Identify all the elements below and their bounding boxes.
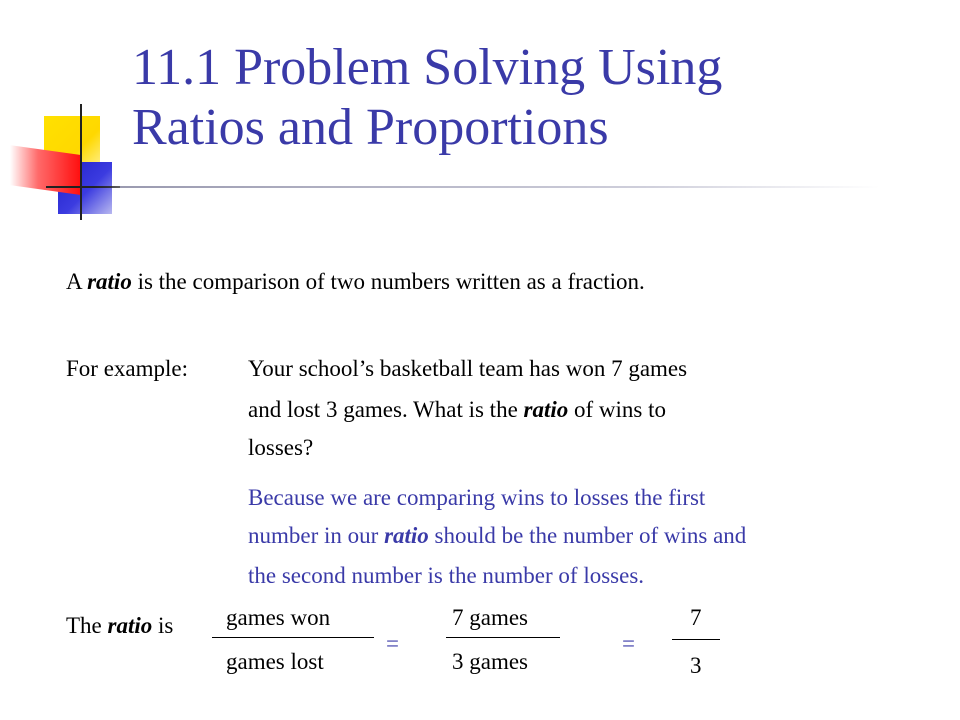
equals-sign-1: = — [386, 631, 399, 656]
definition-term: ratio — [87, 269, 132, 294]
explanation-line-2 — [248, 520, 746, 552]
definition-text — [66, 266, 645, 298]
result-label-term: ratio — [107, 613, 153, 638]
fraction-3-numerator: 7 — [690, 605, 702, 630]
result-label-a: The — [66, 613, 108, 638]
equals-sign-2: = — [622, 631, 635, 656]
slide-title — [132, 38, 932, 158]
result-label — [66, 610, 173, 642]
definition-rest: is the comparison of two numbers written as a fraction. — [131, 269, 645, 294]
title-line-1: 11.1 Problem Solving Using — [132, 39, 723, 96]
fraction-2-numerator: 7 games — [452, 605, 529, 630]
fraction-1-denominator: games lost — [226, 649, 324, 674]
example-line-1: Your school’s basketball team has won 7 games — [248, 356, 688, 381]
fraction-3-denominator: 3 — [690, 653, 702, 678]
decor-vertical-line — [80, 104, 82, 220]
title-underline — [120, 186, 880, 188]
explanation-line-2-a: number in our — [248, 523, 385, 548]
explanation-line-1: Because we are comparing wins to losses the first — [248, 485, 706, 510]
example-line-2-term: ratio — [523, 397, 569, 422]
explanation-line-2-term: ratio — [384, 523, 429, 548]
explanation-line-3: the second number is the number of losses. — [248, 563, 645, 588]
example-label: For example: — [66, 356, 188, 381]
title-line-2: Ratios and Proportions — [132, 99, 609, 156]
example-line-2-a: and lost 3 games. What is the — [248, 397, 524, 422]
fraction-1-bar — [212, 637, 374, 638]
example-line-3: losses? — [248, 435, 314, 460]
explanation-line-2-b: should be the number of wins and — [428, 523, 747, 548]
fraction-2-denominator: 3 games — [452, 649, 529, 674]
fraction-3-bar — [672, 639, 720, 640]
example-line-2-b: of wins to — [568, 397, 667, 422]
fraction-1-numerator: games won — [226, 605, 331, 630]
definition-a: A — [66, 269, 88, 294]
fraction-2-bar — [446, 637, 560, 638]
example-line-2 — [248, 394, 666, 426]
result-label-b: is — [152, 613, 174, 638]
